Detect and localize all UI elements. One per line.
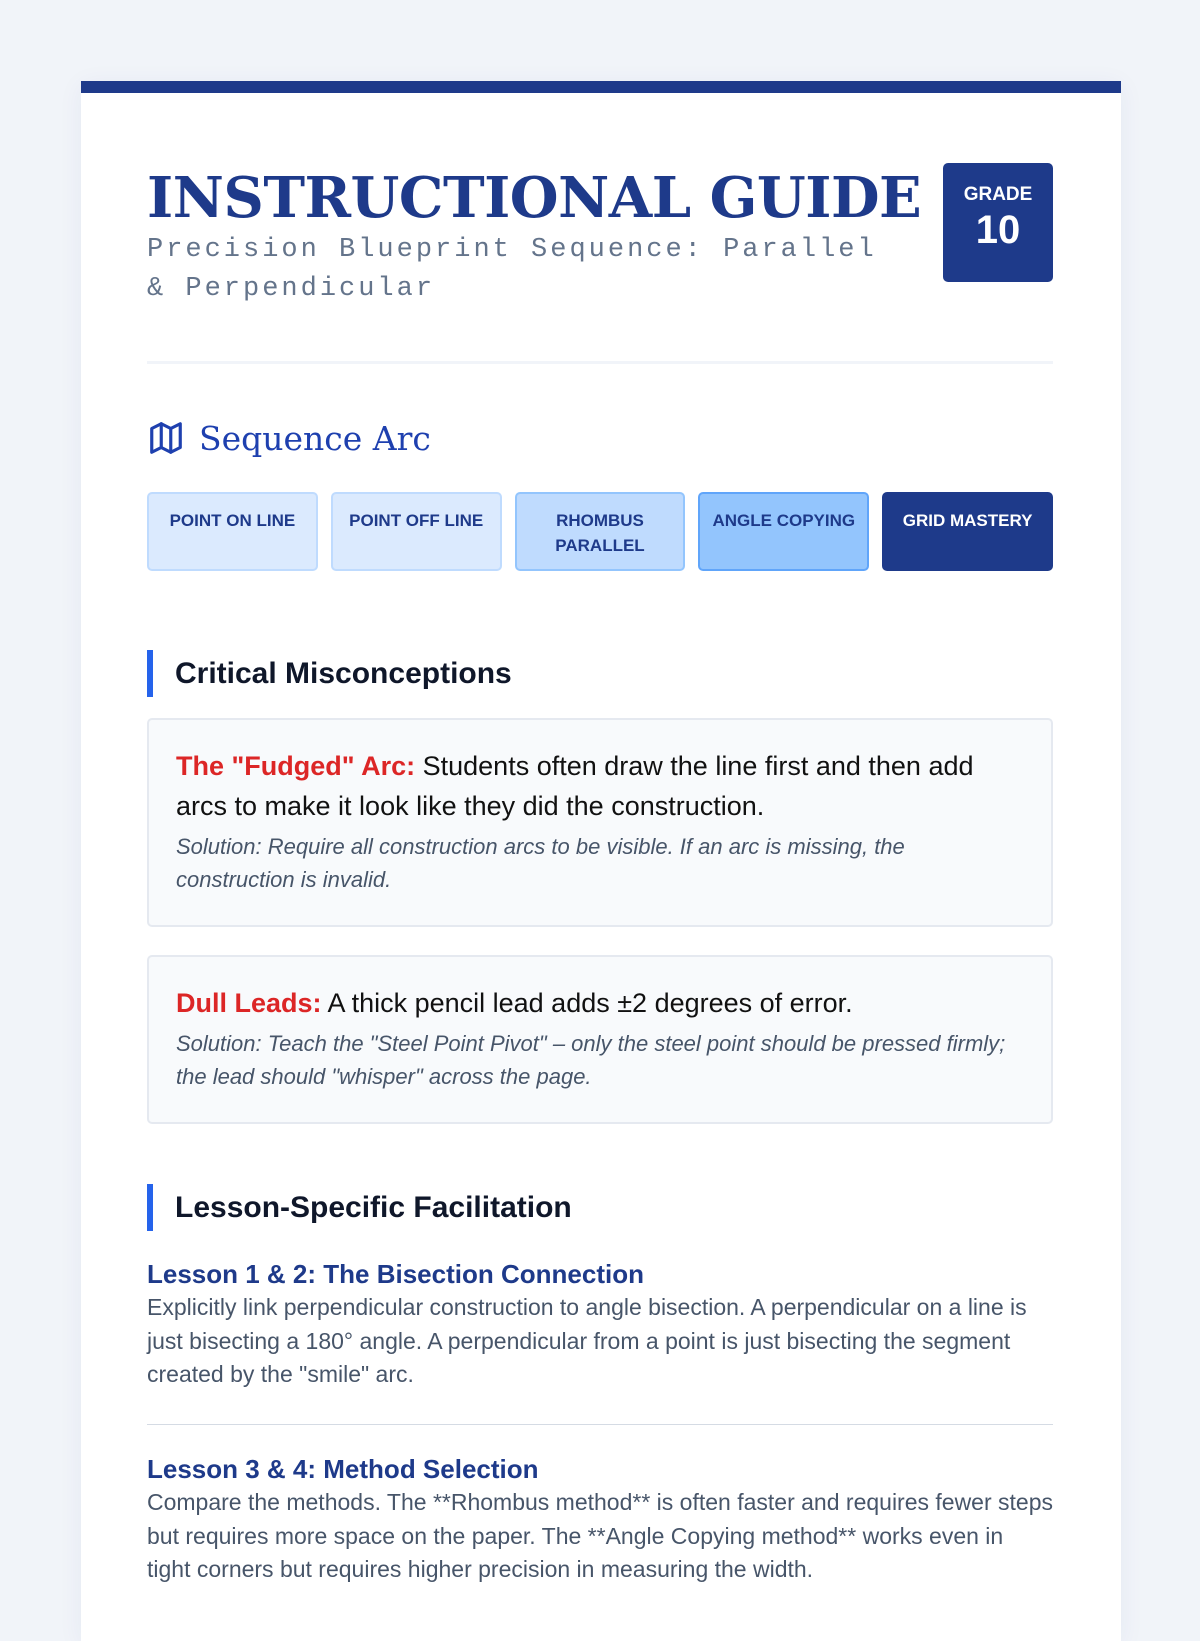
misconception-description: Students often draw the line first and then add arcs to make it look like they did the construction. [176, 751, 974, 821]
map-icon [147, 419, 185, 457]
arc-step-rhombus-parallel: RHOMBUS PARALLEL [515, 492, 686, 571]
lesson-item [147, 1452, 1053, 1587]
misconception-text [176, 746, 1025, 826]
misconception-label: Dull Leads: [176, 988, 322, 1018]
sequence-arc-title: Sequence Arc [199, 418, 431, 458]
misconception-card [147, 718, 1053, 927]
grade-label: GRADE [963, 184, 1033, 205]
arc-step-point-off-line: POINT OFF LINE [331, 492, 502, 571]
lesson-body: Compare the methods. The **Rhombus method** is often faster and requires fewer steps but requires more space on the paper. The **Angle Copying method** works even in tight corners but requires higher precision in measuring the width. [147, 1489, 1053, 1582]
lesson-item [147, 1257, 1053, 1392]
lesson-body: Explicitly link perpendicular construction to angle bisection. A perpendicular on a line is just bisecting a 180° angle. A perpendicular from a point is just bisecting the segment created by the "smile" arc. [147, 1294, 1027, 1387]
misconception-card [147, 955, 1053, 1124]
grade-badge [943, 163, 1053, 282]
misconception-text [176, 983, 1025, 1023]
misconceptions-heading: Critical Misconceptions [147, 650, 1053, 697]
guide-page [81, 81, 1121, 1641]
misconception-description: A thick pencil lead adds ±2 degrees of error. [327, 988, 853, 1018]
misconception-label: The "Fudged" Arc: [176, 751, 416, 781]
misconception-solution: Solution: Require all construction arcs to be visible. If an arc is missing, the construction is invalid. [176, 834, 905, 892]
page-title: INSTRUCTIONAL GUIDE [147, 165, 922, 231]
page-subtitle: Precision Blueprint Sequence: Parallel & Perpendicular [147, 235, 877, 304]
facilitation-heading: Lesson-Specific Facilitation [147, 1184, 1053, 1231]
header-divider [147, 361, 1053, 364]
lesson-title: Lesson 1 & 2: The Bisection Connection [147, 1259, 644, 1289]
misconception-solution: Solution: Teach the "Steel Point Pivot" – only the steel point should be pressed firmly; the lead should "whisper" across the page. [176, 1031, 1006, 1089]
guide-header [147, 163, 1053, 363]
lesson-title: Lesson 3 & 4: Method Selection [147, 1454, 539, 1484]
grade-value: 10 [975, 208, 1021, 252]
sequence-arc-heading [147, 413, 431, 463]
arc-step-point-on-line: POINT ON LINE [147, 492, 318, 571]
sequence-arc-steps [147, 492, 1053, 571]
lesson-divider [147, 1424, 1053, 1425]
arc-step-grid-mastery: GRID MASTERY [882, 492, 1053, 571]
arc-step-angle-copying: ANGLE COPYING [698, 492, 869, 571]
